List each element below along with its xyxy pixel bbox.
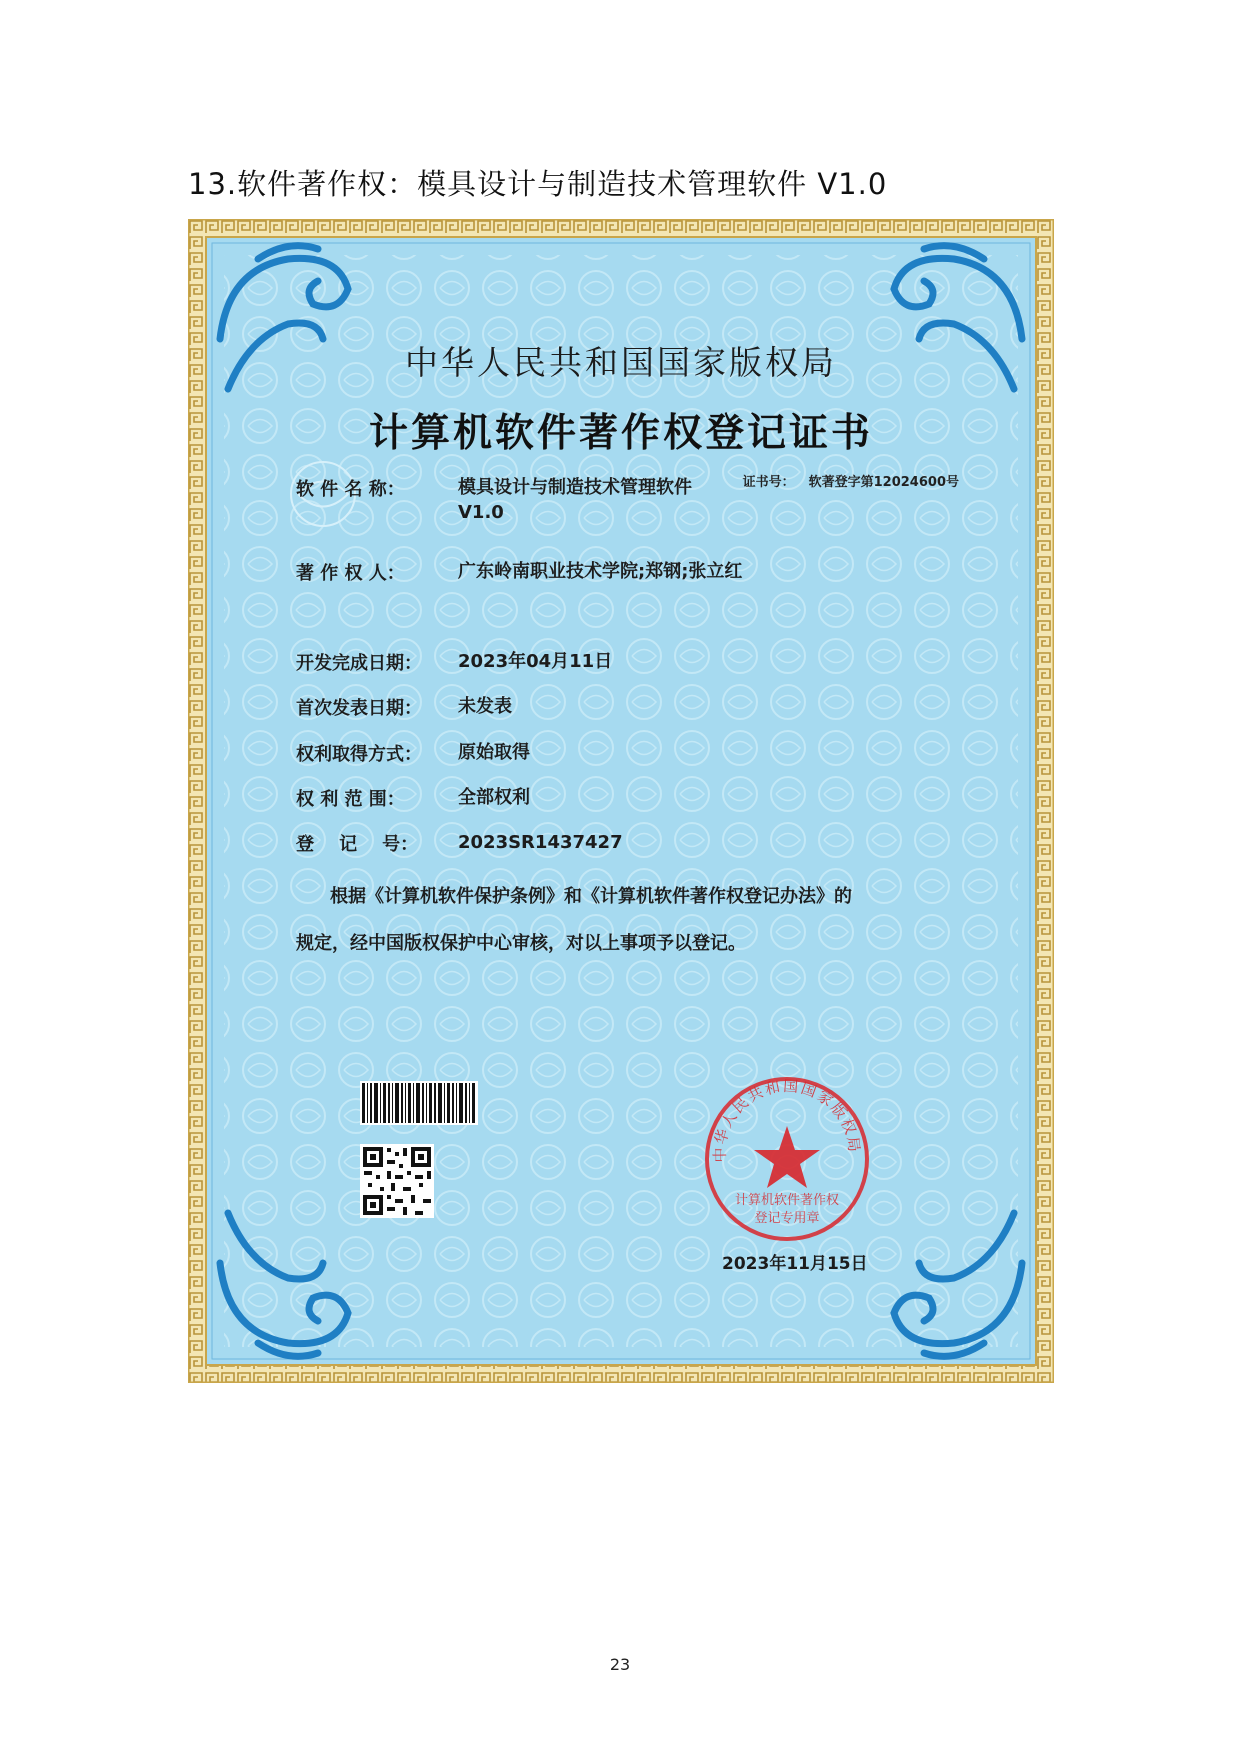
statement-line-2: 规定，经中国版权保护中心审核，对以上事项予以登记。 — [296, 933, 746, 954]
seal-caption-line1: 计算机软件著作权 — [734, 1193, 840, 1208]
certificate-number — [743, 471, 959, 490]
certificate-title: 计算机软件著作权登记证书 — [368, 410, 873, 456]
rights-scope-row — [296, 785, 530, 811]
page-number: 23 — [609, 1655, 631, 1674]
software-name-label: 软 件 名 称： — [296, 479, 405, 500]
seal-arc-text: 中华人民共和国国家版权局 — [710, 1076, 864, 1163]
registration-number-label: 登 记 号： — [296, 834, 419, 855]
official-seal-icon — [702, 1074, 872, 1244]
seal-caption-line2: 登记专用章 — [754, 1211, 820, 1226]
copyright-owner-value: 广东岭南职业技术学院;郑钢;张立红 — [458, 561, 743, 582]
certificate-issuer: 中华人民共和国国家版权局 — [405, 343, 837, 382]
certificate-number-label: 证书号： — [742, 475, 795, 490]
registration-number-row — [296, 830, 623, 856]
rights-scope-value: 全部权利 — [458, 787, 530, 808]
certificate-number-value: 软著登字第12024600号 — [808, 475, 959, 490]
acquisition-label: 权利取得方式： — [296, 744, 422, 765]
acquisition-value: 原始取得 — [458, 742, 530, 763]
registration-number-value: 2023SR1437427 — [458, 832, 623, 853]
dev-date-label: 开发完成日期： — [296, 653, 422, 674]
issue-date: 2023年11月15日 — [722, 1254, 868, 1274]
statement-line-1: 根据《计算机软件保护条例》和《计算机软件著作权登记办法》的 — [330, 886, 852, 907]
pub-date-row — [296, 694, 512, 720]
copyright-owner-label: 著 作 权 人： — [296, 563, 405, 584]
software-name-row — [296, 475, 692, 525]
software-version-value: V1.0 — [458, 502, 504, 523]
pub-date-label: 首次发表日期： — [296, 698, 422, 719]
acquisition-row — [296, 740, 530, 766]
certificate-image — [188, 219, 1054, 1383]
rights-scope-label: 权 利 范 围： — [296, 789, 405, 810]
dev-date-value: 2023年04月11日 — [458, 651, 613, 672]
pub-date-value: 未发表 — [458, 696, 512, 717]
barcode-icon — [360, 1081, 478, 1125]
section-heading: 13.软件著作权：模具设计与制造技术管理软件 V1.0 — [188, 167, 888, 201]
copyright-owner-row — [296, 559, 742, 585]
qr-code-icon — [360, 1144, 434, 1218]
software-name-value: 模具设计与制造技术管理软件 — [458, 477, 692, 498]
dev-date-row — [296, 649, 612, 675]
